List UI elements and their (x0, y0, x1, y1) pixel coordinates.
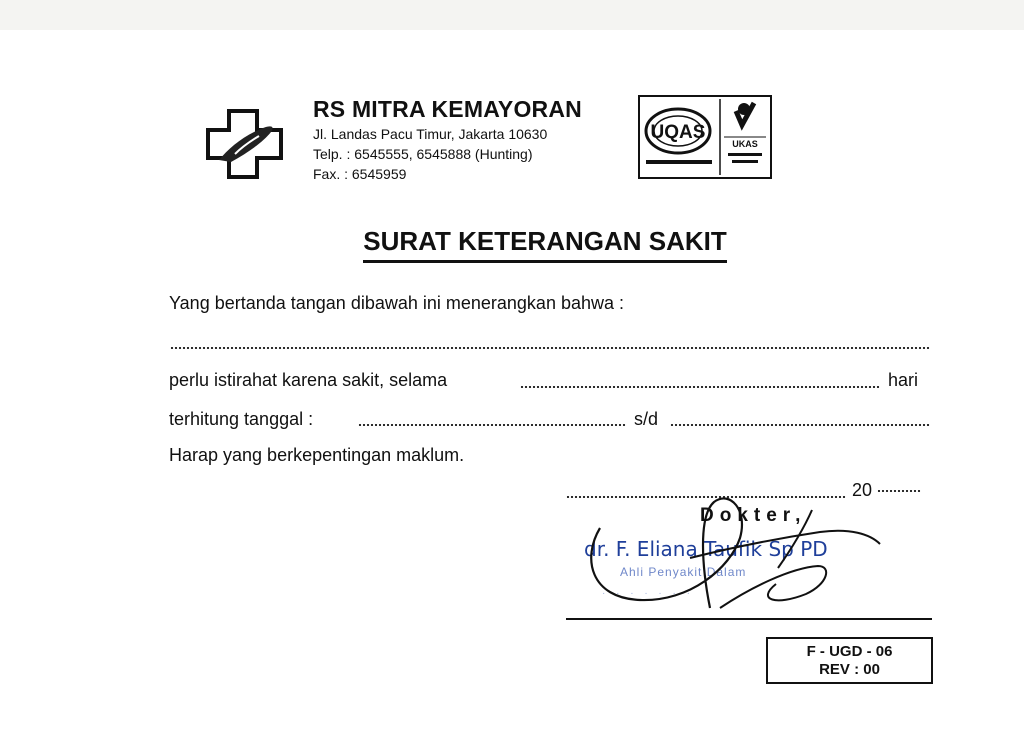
certification-logos (638, 95, 772, 179)
rest-duration-label: perlu istirahat karena sakit, selama (169, 370, 448, 390)
date-range-label: terhitung tanggal : (169, 409, 314, 429)
document-title (0, 226, 1024, 257)
handwritten-signature (580, 488, 890, 618)
ukas-cert-icon (640, 97, 770, 177)
form-code-box (766, 637, 933, 684)
doctor-name-stamp: dr. F. Eliana Taufik Sp PD (584, 537, 828, 561)
hospital-phone: Telp. : 6545555, 6545888 (Hunting) (313, 146, 533, 162)
hospital-name: RS MITRA KEMAYORAN (313, 96, 582, 122)
doctor-role-label: Dokter, (700, 505, 807, 526)
form-code: F - UGD - 06 (806, 643, 893, 660)
patient-name-dotted-line (170, 347, 930, 349)
form-revision: REV : 00 (819, 661, 880, 678)
stamp-faded-text: · · · · · · · (602, 588, 694, 599)
hospital-cross-logo (205, 108, 285, 180)
doctor-specialty-stamp: Ahli Penyakit Dalam (620, 565, 747, 579)
svg-text:UQAS: UQAS (650, 122, 706, 143)
signature-underline (566, 618, 932, 620)
hospital-address: Jl. Landas Pacu Timur, Jakarta 10630 (313, 126, 548, 142)
closing-line: Harap yang berkepentingan maklum. (169, 445, 465, 465)
end-date-dotted-line (670, 424, 930, 426)
year-prefix: 20 (852, 480, 873, 500)
statement-line: Yang bertanda tangan dibawah ini menerangkan bahwa : (169, 293, 625, 313)
svg-text:UKAS: UKAS (732, 139, 758, 149)
hospital-fax: Fax. : 6545959 (313, 166, 407, 182)
document-title-text: SURAT KETERANGAN SAKIT (363, 226, 727, 263)
until-label: s/d (634, 409, 659, 429)
start-date-dotted-line (358, 424, 626, 426)
rest-duration-dotted-line (520, 386, 880, 388)
days-label: hari (888, 370, 919, 390)
